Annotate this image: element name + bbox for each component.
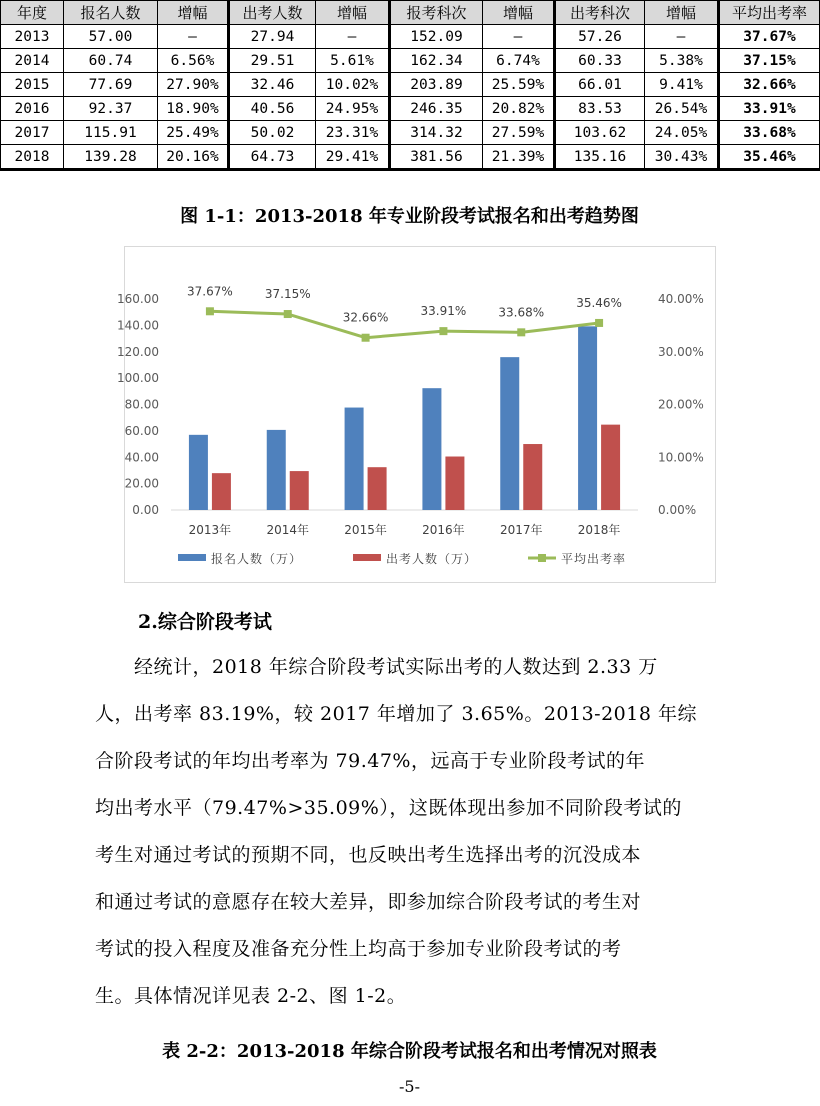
x-tick-label: 2018年: [577, 523, 621, 537]
line-point: [206, 307, 214, 315]
table-cell: 35.46%: [719, 145, 820, 170]
table-row: [1, 49, 820, 73]
table-header-cell: 增幅: [316, 1, 390, 25]
table-cell: 20.82%: [483, 97, 555, 121]
table-cell: 115.91: [64, 121, 158, 145]
table-cell: 33.68%: [719, 121, 820, 145]
bar-attendees: [290, 471, 309, 510]
table-cell: 50.02: [229, 121, 316, 145]
data-label: 37.67%: [187, 284, 233, 299]
section-heading: 2.综合阶段考试: [138, 611, 272, 633]
table-cell: —: [645, 25, 719, 49]
table-cell: 20.16%: [158, 145, 229, 170]
table-cell: 37.67%: [719, 25, 820, 49]
y-right-tick-label: 10.00%: [658, 450, 704, 465]
table-cell: 2016: [1, 97, 64, 121]
bar-attendees: [368, 467, 387, 510]
page-number: -5-: [399, 1077, 420, 1096]
data-label: 32.66%: [342, 310, 389, 325]
table-header-cell: 报考科次: [390, 1, 483, 25]
legend-label: 报名人数（万）: [211, 552, 303, 566]
data-label: 33.91%: [420, 304, 467, 319]
table-cell: 83.53: [555, 97, 645, 121]
y-right-tick-label: 30.00%: [658, 344, 704, 359]
table-header-cell: 报名人数: [64, 1, 158, 25]
x-tick-label: 2013年: [188, 523, 232, 537]
table-cell: 103.62: [555, 121, 645, 145]
table-cell: —: [316, 25, 390, 49]
paragraph-line: 合阶段考试的年均出考率为 79.47%，远高于专业阶段考试的年: [95, 750, 645, 772]
table-row: [1, 25, 820, 49]
table-header-cell: 增幅: [483, 1, 555, 25]
paragraph-line: 考试的投入程度及准备充分性上均高于参加专业阶段考试的考: [95, 938, 622, 960]
paragraph-line: 经统计，2018 年综合阶段考试实际出考的人数达到 2.33 万: [95, 656, 658, 678]
table-cell: 152.09: [390, 25, 483, 49]
table-cell: 92.37: [64, 97, 158, 121]
paragraph-line: 考生对通过考试的预期不同，也反映出考生选择出考的沉没成本: [95, 844, 642, 866]
table-cell: 60.74: [64, 49, 158, 73]
y-left-tick-label: 20.00: [124, 476, 159, 491]
table-cell: 24.95%: [316, 97, 390, 121]
table-cell: 18.90%: [158, 97, 229, 121]
line-point: [595, 319, 603, 327]
legend-registrations-swatch: [178, 554, 206, 561]
table-cell: 33.91%: [719, 97, 820, 121]
bar-attendees: [212, 473, 231, 510]
bar-registrations: [500, 357, 519, 510]
table-caption: 表 2-2：2013-2018 年综合阶段考试报名和出考情况对照表: [162, 1041, 657, 1062]
bar-registrations: [578, 326, 597, 510]
data-label: 35.46%: [576, 295, 622, 310]
table-cell: 6.56%: [158, 49, 229, 73]
y-right-tick-label: 20.00%: [658, 397, 704, 412]
paragraph-line: 生。具体情况详见表 2-2、图 1-2。: [95, 985, 407, 1007]
bar-registrations: [267, 430, 286, 510]
table-cell: 10.02%: [316, 73, 390, 97]
table-cell: 2018: [1, 145, 64, 170]
y-left-tick-label: 40.00: [124, 450, 159, 465]
table-cell: —: [483, 25, 555, 49]
line-point: [284, 310, 292, 318]
chart-svg: [117, 247, 715, 582]
y-right-tick-label: 0.00%: [658, 503, 697, 517]
table-cell: 32.46: [229, 73, 316, 97]
x-tick-label: 2014年: [266, 523, 310, 537]
legend-rate-marker: [538, 554, 546, 562]
table-cell: 57.00: [64, 25, 158, 49]
legend-label: 出考人数（万）: [386, 552, 478, 566]
paragraph-line: 和通过考试的意愿存在较大差异，即参加综合阶段考试的考生对: [95, 891, 642, 913]
line-point: [517, 328, 525, 336]
table-header-cell: 出考科次: [555, 1, 645, 25]
y-left-tick-label: 60.00: [124, 423, 159, 438]
table-cell: 25.49%: [158, 121, 229, 145]
bar-registrations: [189, 435, 208, 510]
x-tick-label: 2015年: [344, 523, 387, 537]
table-header-cell: 年度: [1, 1, 64, 25]
table-cell: 40.56: [229, 97, 316, 121]
table-cell: 27.59%: [483, 121, 555, 145]
trend-chart: [117, 246, 716, 583]
y-right-tick-label: 40.00%: [658, 292, 704, 306]
figure-caption: 图 1-1：2013-2018 年专业阶段考试报名和出考趋势图: [180, 206, 639, 227]
table-cell: 27.94: [229, 25, 316, 49]
table-cell: 314.32: [390, 121, 483, 145]
table-cell: 2017: [1, 121, 64, 145]
table-row: [1, 73, 820, 97]
table-cell: 2014: [1, 49, 64, 73]
data-label: 37.15%: [264, 287, 311, 302]
table-cell: 6.74%: [483, 49, 555, 73]
line-point: [362, 334, 370, 342]
data-label: 33.68%: [498, 305, 545, 320]
paragraph-line: 均出考水平（79.47%>35.09%），这既体现出参加不同阶段考试的: [95, 797, 682, 819]
y-left-tick-label: 120.00: [117, 344, 159, 359]
y-left-tick-label: 140.00: [117, 318, 159, 333]
table-cell: 203.89: [390, 73, 483, 97]
x-tick-label: 2017年: [499, 523, 543, 537]
table-cell: 5.38%: [645, 49, 719, 73]
stats-table: [0, 0, 820, 171]
table-body: [1, 25, 820, 170]
table-cell: 381.56: [390, 145, 483, 170]
table-header-cell: 增幅: [645, 1, 719, 25]
table-cell: 139.28: [64, 145, 158, 170]
legend-attendees-swatch: [353, 554, 381, 561]
table-cell: 66.01: [555, 73, 645, 97]
y-left-tick-label: 80.00: [124, 397, 159, 412]
table-cell: 32.66%: [719, 73, 820, 97]
table-cell: 24.05%: [645, 121, 719, 145]
table-row: [1, 121, 820, 145]
table-cell: 5.61%: [316, 49, 390, 73]
bar-registrations: [345, 408, 364, 510]
bar-registrations: [422, 388, 441, 510]
table-cell: 27.90%: [158, 73, 229, 97]
bar-attendees: [523, 444, 542, 510]
table-header-cell: 出考人数: [229, 1, 316, 25]
table-header-cell: 平均出考率: [719, 1, 820, 25]
table-cell: 2015: [1, 73, 64, 97]
legend-label: 平均出考率: [561, 552, 627, 566]
table-row: [1, 145, 820, 170]
y-left-tick-label: 100.00: [117, 371, 159, 386]
y-left-tick-label: 160.00: [117, 292, 159, 306]
paragraph-line: 人，出考率 83.19%，较 2017 年增加了 3.65%。2013-2018 年综: [95, 703, 697, 725]
y-left-tick-label: 0.00: [132, 503, 159, 517]
table-cell: 29.41%: [316, 145, 390, 170]
table-cell: 135.16: [555, 145, 645, 170]
table-cell: 162.34: [390, 49, 483, 73]
table-cell: 2013: [1, 25, 64, 49]
table-cell: 21.39%: [483, 145, 555, 170]
table-cell: 77.69: [64, 73, 158, 97]
table-cell: 26.54%: [645, 97, 719, 121]
table-cell: 57.26: [555, 25, 645, 49]
table-cell: 25.59%: [483, 73, 555, 97]
table-cell: 29.51: [229, 49, 316, 73]
table-cell: 64.73: [229, 145, 316, 170]
table-header-row: [1, 1, 820, 25]
table-cell: 23.31%: [316, 121, 390, 145]
table-cell: 60.33: [555, 49, 645, 73]
x-tick-label: 2016年: [422, 523, 465, 537]
table-cell: 37.15%: [719, 49, 820, 73]
line-point: [439, 327, 447, 335]
body-paragraph: [95, 644, 735, 1020]
bar-attendees: [601, 425, 620, 510]
table-cell: 246.35: [390, 97, 483, 121]
table-header-cell: 增幅: [158, 1, 229, 25]
table-cell: —: [158, 25, 229, 49]
bar-attendees: [445, 457, 464, 510]
table-row: [1, 97, 820, 121]
table-cell: 30.43%: [645, 145, 719, 170]
table-cell: 9.41%: [645, 73, 719, 97]
